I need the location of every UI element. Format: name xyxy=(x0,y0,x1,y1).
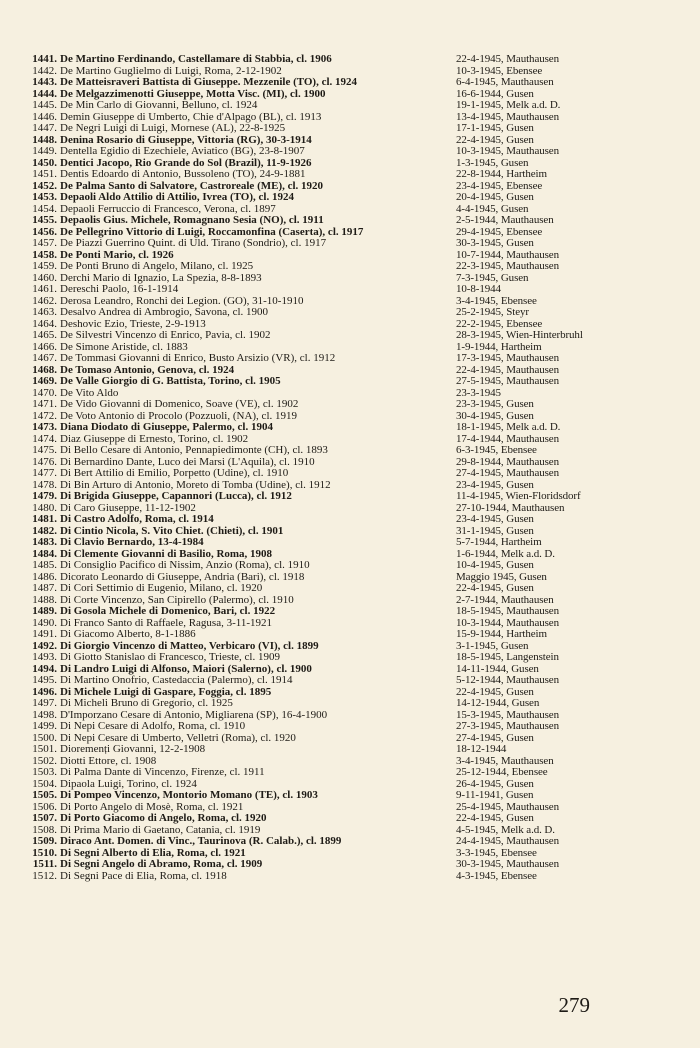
entry-number: 1463. xyxy=(32,306,57,318)
entry-name: Di Prima Mario di Gaetano, Catania, cl. 1919 xyxy=(60,824,261,836)
entry-name: Di Micheli Bruno di Gregorio, cl. 1925 xyxy=(60,698,233,709)
list-item xyxy=(22,342,690,354)
list-item xyxy=(22,66,690,78)
list-item xyxy=(22,491,690,503)
entry-death: 25-12-1944, Ebensee xyxy=(456,767,548,778)
list-item xyxy=(22,595,690,607)
entry-number: 1445. xyxy=(32,99,57,111)
list-item xyxy=(22,583,690,595)
entry-number: 1489. xyxy=(32,605,57,617)
entry-name: Dipaola Luigi, Torino, cl. 1924 xyxy=(60,778,197,790)
entry-number: 1467. xyxy=(32,352,57,364)
entry-number: 1491. xyxy=(32,628,57,640)
entry-number: 1504. xyxy=(32,777,57,790)
entry-number: 1443. xyxy=(32,76,57,88)
list-item xyxy=(22,77,690,89)
entry-name: Di Segni Angelo di Abramo, Roma, cl. 1909 xyxy=(60,859,263,870)
list-item xyxy=(22,480,690,492)
entry-name: Demin Giuseppe di Umberto, Chie d'Alpago (BL), cl. 1913 xyxy=(60,111,322,123)
list-item xyxy=(22,859,690,871)
entry-death: 1-6-1944, Melk a.d. D. xyxy=(456,548,555,560)
entry-number: 1508. xyxy=(32,823,57,836)
entry-death: 22-4-1945, Gusen xyxy=(456,686,534,698)
list-item xyxy=(22,549,690,561)
entry-name: Di Cintio Nicola, S. Vito Chiet. (Chieti), cl. 1901 xyxy=(60,525,284,537)
entry-death: 5-7-1944, Hartheim xyxy=(456,537,542,548)
entry-name: Di Landro Luigi di Alfonso, Maiori (Salerno), cl. 1900 xyxy=(60,663,312,675)
entry-death: 10-4-1945, Gusen xyxy=(456,560,534,571)
entry-death: 30-3-1945, Gusen xyxy=(456,238,534,249)
entry-name: De Palma Santo di Salvatore, Castroreale (ME), cl. 1920 xyxy=(60,180,324,192)
entry-name: Dentici Jacopo, Rio Grande do Sol (Brazil), 11-9-1926 xyxy=(60,157,312,169)
list-item xyxy=(22,514,690,526)
list-item xyxy=(22,330,690,342)
list-item xyxy=(22,560,690,572)
entry-number: 1492. xyxy=(32,639,57,652)
entry-number: 1486. xyxy=(32,570,57,583)
list-item xyxy=(22,353,690,365)
entry-name: De Pellegrino Vittorio di Luigi, Roccamonfina (Caserta), cl. 1917 xyxy=(60,226,364,238)
entry-number: 1483. xyxy=(32,536,57,548)
entry-number: 1461. xyxy=(32,283,57,295)
entry-death: 1-9-1944, Hartheim xyxy=(456,341,542,353)
entry-number: 1454. xyxy=(32,202,57,215)
entry-number: 1456. xyxy=(32,225,57,238)
entry-number: 1512. xyxy=(32,869,57,882)
entry-name: De Tommasi Giovanni di Enrico, Busto Arsizio (VR), cl. 1912 xyxy=(60,353,336,364)
entry-name: Di Cori Settimio di Eugenio, Milano, cl. 1920 xyxy=(60,583,263,594)
entry-death: 20-4-1945, Gusen xyxy=(456,192,534,203)
entry-name: Di Gosola Michele di Domenico, Bari, cl. 1922 xyxy=(60,606,276,617)
entry-name: Depaolis Gius. Michele, Romagnano Sesia (NO), cl. 1911 xyxy=(60,215,324,226)
entry-number: 1448. xyxy=(32,133,57,146)
list-item xyxy=(22,284,690,296)
entry-death: 9-11-1941, Gusen xyxy=(456,790,534,801)
entry-death: 24-4-1945, Mauthausen xyxy=(456,836,559,847)
entry-death: 4-3-1945, Ebensee xyxy=(456,870,537,882)
entry-name: Depaoli Aldo Attilio di Attilio, Ivrea (TO), cl. 1924 xyxy=(60,192,294,203)
entry-death: 23-3-1945, Gusen xyxy=(456,399,534,410)
entry-name: Depaoli Ferruccio di Francesco, Verona, cl. 1897 xyxy=(60,203,276,215)
entry-death: 27-5-1945, Mauthausen xyxy=(456,376,559,387)
list-item xyxy=(22,445,690,457)
entry-number: 1458. xyxy=(32,248,57,261)
entry-name: Di Palma Dante di Vincenzo, Firenze, cl. 1911 xyxy=(60,767,265,778)
entry-name: Diotti Ettore, cl. 1908 xyxy=(60,755,157,767)
list-item xyxy=(22,273,690,285)
list-item xyxy=(22,89,690,101)
entry-death: 23-4-1945, Ebensee xyxy=(456,180,543,192)
entry-name: Di Michele Luigi di Gaspare, Foggia, cl. 1895 xyxy=(60,686,272,698)
list-item xyxy=(22,169,690,181)
entry-death: 26-4-1945, Gusen xyxy=(456,778,534,790)
list-item xyxy=(22,112,690,124)
list-item xyxy=(22,675,690,687)
entry-death: 29-4-1945, Ebensee xyxy=(456,226,543,238)
entry-number: 1453. xyxy=(32,191,57,203)
entry-death: 28-3-1945, Wien-Hinterbruhl xyxy=(456,330,583,341)
list-item xyxy=(22,836,690,848)
list-item xyxy=(22,848,690,860)
entry-number: 1470. xyxy=(32,386,57,399)
entry-death: 10-3-1945, Ebensee xyxy=(456,65,543,77)
entry-number: 1465. xyxy=(32,329,57,341)
entry-name: Di Porto Giacomo di Angelo, Roma, cl. 1920 xyxy=(60,813,267,824)
entry-number: 1507. xyxy=(32,812,57,824)
entry-name: Di Castro Adolfo, Roma, cl. 1914 xyxy=(60,514,214,525)
entry-name: Dicorato Leonardo di Giuseppe, Andria (Bari), cl. 1918 xyxy=(60,571,305,583)
list-item xyxy=(22,388,690,400)
entry-death: 30-4-1945, Gusen xyxy=(456,410,534,422)
page-number: 279 xyxy=(558,993,590,1017)
entry-number: 1462. xyxy=(32,294,57,307)
entry-death: 22-4-1945, Gusen xyxy=(456,583,534,594)
entry-death: 17-1-1945, Gusen xyxy=(456,123,534,134)
list-item xyxy=(22,618,690,630)
entry-name: Di Porto Angelo di Mosè, Roma, cl. 1921 xyxy=(60,801,244,813)
list-item xyxy=(22,422,690,434)
entry-name: De Simone Aristide, cl. 1883 xyxy=(60,341,188,353)
entry-death: 30-3-1945, Mauthausen xyxy=(456,859,559,870)
list-item xyxy=(22,100,690,112)
entry-name: Di Martino Onofrio, Castedaccia (Palermo), cl. 1914 xyxy=(60,675,293,686)
entry-death: 25-2-1945, Steyr xyxy=(456,307,529,318)
entry-death: 17-4-1944, Mauthausen xyxy=(456,433,559,445)
entry-death: 11-4-1945, Wien-Floridsdorf xyxy=(456,491,581,502)
entry-number: 1447. xyxy=(32,122,57,134)
entry-name: Di Bernardino Dante, Luco dei Marsi (L'Aquila), cl. 1910 xyxy=(60,456,315,468)
entry-death: 22-2-1945, Ebensee xyxy=(456,318,543,330)
entry-death: 18-12-1944 xyxy=(456,744,507,755)
list-item xyxy=(22,468,690,480)
list-item xyxy=(22,802,690,814)
entry-death: 10-3-1945, Mauthausen xyxy=(456,146,559,157)
entry-death: 2-7-1944, Mauthausen xyxy=(456,594,554,606)
entry-number: 1473. xyxy=(32,421,57,433)
entry-number: 1506. xyxy=(32,800,57,813)
entry-death: 2-5-1944, Mauthausen xyxy=(456,215,554,226)
entry-number: 1488. xyxy=(32,593,57,606)
entry-name: Di Giacomo Alberto, 8-1-1886 xyxy=(60,629,196,640)
entry-name: Dentella Egidio di Ezechiele, Aviatico (BG), 23-8-1907 xyxy=(60,146,305,157)
entry-name: De Vito Aldo xyxy=(60,387,119,399)
entry-number: 1499. xyxy=(32,720,57,732)
entry-death: 17-3-1945, Mauthausen xyxy=(456,353,559,364)
entry-number: 1450. xyxy=(32,156,57,169)
list-item xyxy=(22,813,690,825)
entry-number: 1511. xyxy=(32,858,57,870)
list-item xyxy=(22,664,690,676)
entry-name: De Matteisraveri Battista di Giuseppe. Mezzenile (TO), cl. 1924 xyxy=(60,77,358,88)
entry-death: 27-4-1945, Mauthausen xyxy=(456,468,559,479)
entry-name: Di Bert Attilio di Emilio, Porpetto (Udine), cl. 1910 xyxy=(60,468,289,479)
entry-number: 1442. xyxy=(32,64,57,77)
entry-number: 1441. xyxy=(32,53,57,65)
list-item xyxy=(22,399,690,411)
entry-number: 1481. xyxy=(32,513,57,525)
entry-number: 1449. xyxy=(32,145,57,157)
entry-name: Derosa Leandro, Ronchi dei Legion. (GO), 31-10-1910 xyxy=(60,295,304,307)
list-item xyxy=(22,181,690,193)
entry-name: Dentis Edoardo di Antonio, Bussoleno (TO), 24-9-1881 xyxy=(60,169,306,180)
entry-number: 1496. xyxy=(32,685,57,698)
entry-death: 22-4-1945, Gusen xyxy=(456,813,534,824)
entry-name: Di Giorgio Vincenzo di Matteo, Verbicaro (VI), cl. 1899 xyxy=(60,640,319,652)
list-item xyxy=(22,146,690,158)
entry-number: 1493. xyxy=(32,651,57,663)
entry-death: 4-5-1945, Melk a.d. D. xyxy=(456,824,555,836)
entry-number: 1474. xyxy=(32,432,57,445)
list-item xyxy=(22,606,690,618)
entry-death: 18-1-1945, Melk a.d. D. xyxy=(456,422,561,433)
entry-death: 23-4-1945, Gusen xyxy=(456,514,534,525)
entry-number: 1452. xyxy=(32,179,57,192)
entry-death: 6-4-1945, Mauthausen xyxy=(456,77,554,88)
entry-name: Dioremenți Giovanni, 12-2-1908 xyxy=(60,744,206,755)
entry-death: 27-4-1945, Gusen xyxy=(456,732,534,744)
entry-name: De Silvestri Vincenzo di Enrico, Pavia, cl. 1902 xyxy=(60,330,271,341)
list-item xyxy=(22,721,690,733)
entry-death: 22-4-1945, Gusen xyxy=(456,134,534,146)
entry-number: 1487. xyxy=(32,582,57,594)
entry-name: De Negri Luigi di Luigi, Mornese (AL), 22-8-1925 xyxy=(60,123,286,134)
list-item xyxy=(22,733,690,745)
entry-number: 1475. xyxy=(32,444,57,456)
list-item xyxy=(22,871,690,883)
entry-name: Di Corte Vincenzo, San Cipirello (Palermo), cl. 1910 xyxy=(60,594,294,606)
entry-name: De Min Carlo di Giovanni, Belluno, cl. 1924 xyxy=(60,100,258,111)
entry-death: 19-1-1945, Melk a.d. D. xyxy=(456,100,561,111)
entry-number: 1446. xyxy=(32,110,57,123)
entry-name: De Ponti Bruno di Angelo, Milano, cl. 1925 xyxy=(60,261,254,272)
entry-death: 4-4-1945, Gusen xyxy=(456,203,529,215)
list-item xyxy=(22,296,690,308)
list-item xyxy=(22,687,690,699)
entry-number: 1494. xyxy=(32,662,57,675)
entry-number: 1490. xyxy=(32,616,57,629)
list-item xyxy=(22,192,690,204)
entry-death: 15-3-1945, Mauthausen xyxy=(456,709,559,721)
entry-death: 10-7-1944, Mauthausen xyxy=(456,249,559,261)
entry-death: 23-4-1945, Gusen xyxy=(456,479,534,491)
list-item xyxy=(22,54,690,66)
list-item xyxy=(22,376,690,388)
entry-number: 1497. xyxy=(32,697,57,709)
list-item xyxy=(22,825,690,837)
entry-death: 1-3-1945, Gusen xyxy=(456,157,529,169)
entry-name: Di Pompeo Vincenzo, Montorio Momano (TE), cl. 1903 xyxy=(60,790,318,801)
entry-death: 6-3-1945, Ebensee xyxy=(456,445,537,456)
entry-number: 1472. xyxy=(32,409,57,422)
entry-name: Denina Rosario di Giuseppe, Vittoria (RG), 30-3-1914 xyxy=(60,134,312,146)
entry-name: Di Consiglio Pacifico di Nissim, Anzio (Roma), cl. 1910 xyxy=(60,560,310,571)
entry-number: 1484. xyxy=(32,547,57,560)
entry-name: Di Bello Cesare di Antonio, Pennapiedimonte (CH), cl. 1893 xyxy=(60,445,328,456)
entry-number: 1459. xyxy=(32,260,57,272)
entry-death: 25-4-1945, Mauthausen xyxy=(456,801,559,813)
list-item xyxy=(22,572,690,584)
list-item xyxy=(22,411,690,423)
entry-number: 1480. xyxy=(32,501,57,514)
entry-name: Di Nepi Cesare di Adolfo, Roma, cl. 1910 xyxy=(60,721,246,732)
list-item xyxy=(22,652,690,664)
entry-name: Dereschi Paolo, 16-1-1914 xyxy=(60,284,179,295)
entry-number: 1457. xyxy=(32,237,57,249)
entry-death: 7-3-1945, Gusen xyxy=(456,272,529,284)
entry-number: 1468. xyxy=(32,363,57,376)
entry-number: 1482. xyxy=(32,524,57,537)
entry-number: 1466. xyxy=(32,340,57,353)
entry-death: 15-9-1944, Hartheim xyxy=(456,629,547,640)
deportee-list xyxy=(22,54,690,882)
entry-number: 1469. xyxy=(32,375,57,387)
entry-name: Diana Diodato di Giuseppe, Palermo, cl. 1904 xyxy=(60,422,273,433)
list-item xyxy=(22,790,690,802)
entry-number: 1498. xyxy=(32,708,57,721)
entry-name: Di Segni Pace di Elia, Roma, cl. 1918 xyxy=(60,870,227,882)
list-item xyxy=(22,698,690,710)
entry-name: De Valle Giorgio di G. Battista, Torino, cl. 1905 xyxy=(60,376,281,387)
entry-number: 1471. xyxy=(32,398,57,410)
entry-name: De Voto Antonio di Procolo (Pozzuoli, (NA), cl. 1919 xyxy=(60,410,297,422)
entry-number: 1479. xyxy=(32,490,57,502)
list-item xyxy=(22,204,690,216)
entry-number: 1510. xyxy=(32,846,57,859)
entry-name: Di Giotto Stanislao di Francesco, Trieste, cl. 1909 xyxy=(60,652,280,663)
entry-number: 1455. xyxy=(32,214,57,226)
list-item xyxy=(22,629,690,641)
entry-name: De Martino Guglielmo di Luigi, Roma, 2-12-1902 xyxy=(60,65,282,77)
list-item xyxy=(22,779,690,791)
list-item xyxy=(22,767,690,779)
list-item xyxy=(22,756,690,768)
list-item xyxy=(22,641,690,653)
entry-number: 1477. xyxy=(32,467,57,479)
list-item xyxy=(22,526,690,538)
entry-death: 27-3-1945, Mauthausen xyxy=(456,721,559,732)
entry-death: 18-5-1945, Langenstein xyxy=(456,652,559,663)
entry-death: 13-4-1945, Mauthausen xyxy=(456,111,559,123)
entry-death: 22-4-1945, Mauthausen xyxy=(456,364,559,376)
entry-number: 1495. xyxy=(32,674,57,686)
list-item xyxy=(22,238,690,250)
entry-name: De Piazzi Guerrino Quint. di Uld. Tirano (Sondrio), cl. 1917 xyxy=(60,238,327,249)
entry-death: 22-4-1945, Mauthausen xyxy=(456,54,559,65)
entry-death: 16-6-1944, Gusen xyxy=(456,88,534,100)
entry-death: 31-1-1945, Gusen xyxy=(456,525,534,537)
entry-death: 3-3-1945, Ebensee xyxy=(456,847,537,859)
entry-name: Di Nepi Cesare di Umberto, Velletri (Roma), cl. 1920 xyxy=(60,732,296,744)
entry-name: Diraco Ant. Domen. di Vinc., Taurinova (R. Calab.), cl. 1899 xyxy=(60,836,342,847)
entry-number: 1503. xyxy=(32,766,57,778)
entry-number: 1464. xyxy=(32,317,57,330)
entry-death: 14-11-1944, Gusen xyxy=(456,663,539,675)
entry-number: 1476. xyxy=(32,455,57,468)
entry-name: De Martino Ferdinando, Castellamare di Stabbia, cl. 1906 xyxy=(60,54,332,65)
list-item xyxy=(22,503,690,515)
entry-death: 29-8-1944, Mauthausen xyxy=(456,456,559,468)
entry-name: De Vido Giovanni di Domenico, Soave (VE), cl. 1902 xyxy=(60,399,299,410)
entry-name: Deshovic Ezio, Trieste, 2-9-1913 xyxy=(60,318,206,330)
list-item xyxy=(22,710,690,722)
entry-death: 3-4-1945, Mauthausen xyxy=(456,755,554,767)
list-item xyxy=(22,319,690,331)
entry-death: 3-4-1945, Ebensee xyxy=(456,295,537,307)
list-item xyxy=(22,537,690,549)
list-item xyxy=(22,135,690,147)
entry-number: 1478. xyxy=(32,478,57,491)
entry-number: 1485. xyxy=(32,559,57,571)
entry-number: 1451. xyxy=(32,168,57,180)
entry-death: 3-1-1945, Gusen xyxy=(456,640,529,652)
entry-number: 1502. xyxy=(32,754,57,767)
entry-name: Di Clemente Giovanni di Basilio, Roma, 1908 xyxy=(60,548,273,560)
list-item xyxy=(22,250,690,262)
entry-name: Di Bin Arturo di Antonio, Moreto di Tomba (Udine), cl. 1912 xyxy=(60,479,331,491)
entry-number: 1501. xyxy=(32,743,57,755)
entry-name: De Melgazzimenotti Giuseppe, Motta Visc. (MI), cl. 1900 xyxy=(60,88,326,100)
entry-name: De Tomaso Antonio, Genova, cl. 1924 xyxy=(60,364,235,376)
entry-number: 1460. xyxy=(32,271,57,284)
entry-name: Di Brigida Giuseppe, Capannori (Lucca), cl. 1912 xyxy=(60,491,292,502)
list-item xyxy=(22,158,690,170)
entry-death: 5-12-1944, Mauthausen xyxy=(456,675,559,686)
list-item xyxy=(22,123,690,135)
list-item xyxy=(22,261,690,273)
list-item xyxy=(22,307,690,319)
entry-number: 1505. xyxy=(32,789,57,801)
entry-name: D'Imporzano Cesare di Antonio, Migliarena (SP), 16-4-1900 xyxy=(60,709,328,721)
entry-name: Di Segni Alberto di Elia, Roma, cl. 1921 xyxy=(60,847,246,859)
list-item xyxy=(22,457,690,469)
entry-death: 14-12-1944, Gusen xyxy=(456,698,540,709)
entry-death: 10-3-1944, Mauthausen xyxy=(456,617,559,629)
entry-death: 18-5-1945, Mauthausen xyxy=(456,606,559,617)
entry-number: 1509. xyxy=(32,835,57,847)
entry-name: Desalvo Andrea di Ambrogio, Savona, cl. 1900 xyxy=(60,307,269,318)
entry-death: 10-8-1944 xyxy=(456,284,501,295)
entry-name: Di Clavio Bernardo, 13-4-1984 xyxy=(60,537,204,548)
list-item xyxy=(22,434,690,446)
entry-name: Di Caro Giuseppe, 11-12-1902 xyxy=(60,502,196,514)
list-item xyxy=(22,744,690,756)
entry-number: 1500. xyxy=(32,731,57,744)
entry-death: 22-3-1945, Mauthausen xyxy=(456,261,559,272)
entry-number: 1444. xyxy=(32,87,57,100)
list-item xyxy=(22,215,690,227)
entry-death: 23-3-1945 xyxy=(456,387,501,399)
list-item xyxy=(22,365,690,377)
entry-name: Diaz Giuseppe di Ernesto, Torino, cl. 1902 xyxy=(60,433,249,445)
entry-death: 22-8-1944, Hartheim xyxy=(456,169,547,180)
entry-death: Maggio 1945, Gusen xyxy=(456,571,547,583)
entry-name: Derchi Mario di Ignazio, La Spezia, 8-8-1893 xyxy=(60,272,262,284)
entry-death: 27-10-1944, Mauthausen xyxy=(456,502,565,514)
list-item xyxy=(22,227,690,239)
entry-name: Di Franco Santo di Raffaele, Ragusa, 3-11-1921 xyxy=(60,617,273,629)
entry-name: De Ponti Mario, cl. 1926 xyxy=(60,249,174,261)
